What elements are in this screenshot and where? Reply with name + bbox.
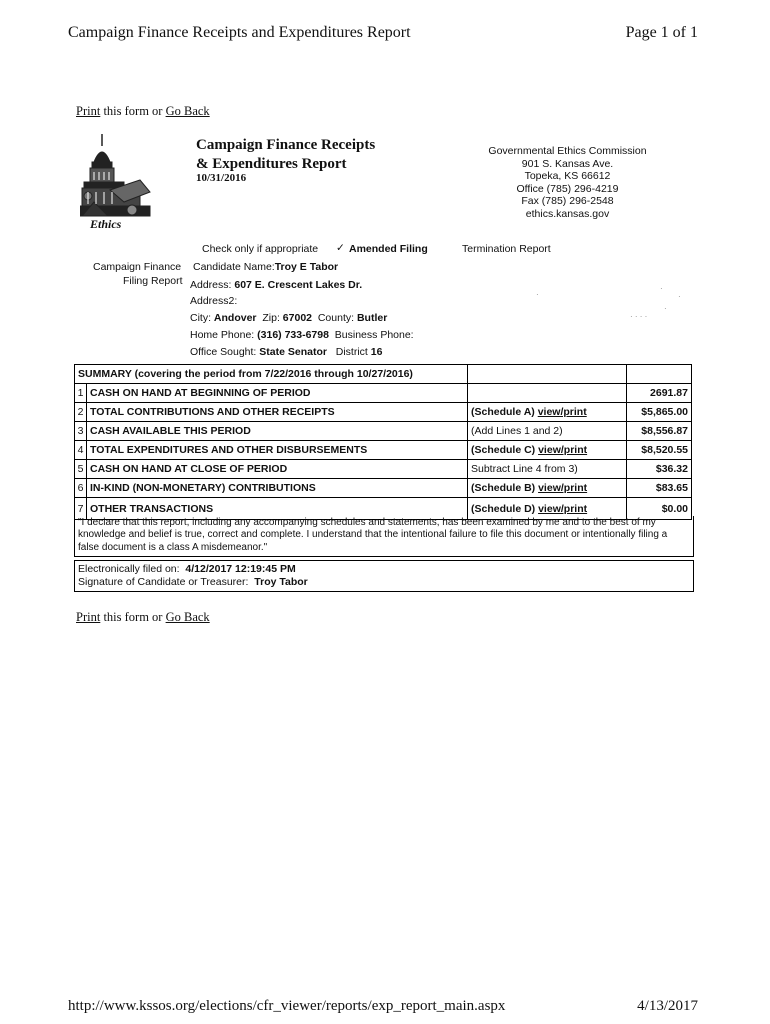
summary-heading: SUMMARY (covering the period from 7/22/2016 through 10/27/2016) <box>75 365 468 384</box>
summary-row-label: CASH AVAILABLE THIS PERIOD <box>87 422 468 441</box>
go-back-link-bottom[interactable]: Go Back <box>165 610 210 624</box>
phone-field: Home Phone: (316) 733-6798 Business Phone: <box>190 329 414 341</box>
summary-row-schedule <box>468 422 627 441</box>
ethics-logo <box>80 132 162 232</box>
schedule-text: (Schedule D) <box>471 502 539 515</box>
commission-address1: 901 S. Kansas Ave. <box>521 157 614 170</box>
declaration-text: "I declare that this report, including any accompanying schedules and statements, has been examined by me and to the best of my knowledge and belief is true, correct and complete. I understand that the intentional failure to file this document or intentionally filing a false document is a class A misdemeanor." <box>74 516 694 557</box>
side-label-campaign-finance: Campaign Finance <box>93 261 182 273</box>
bottom-nav-line <box>76 610 210 625</box>
commission-fax: Fax (785) 296-2548 <box>521 195 614 208</box>
summary-row-value: $8,520.55 <box>627 441 692 460</box>
address-field: Address: 607 E. Crescent Lakes Dr. <box>190 279 363 291</box>
summary-row <box>75 403 692 422</box>
commission-website: ethics.kansas.gov <box>525 207 610 220</box>
summary-row-number: 5 <box>75 460 87 479</box>
nav-middle-text: this form or <box>100 104 166 118</box>
summary-row-label: TOTAL EXPENDITURES AND OTHER DISBURSEMENTS <box>87 441 468 460</box>
commission-name: Governmental Ethics Commission <box>488 145 647 157</box>
print-link[interactable]: Print <box>76 104 101 118</box>
amended-filing-label: Amended Filing <box>349 243 428 255</box>
summary-row-number: 2 <box>75 403 87 422</box>
summary-row-number: 6 <box>75 479 87 498</box>
schedule-text: (Schedule A) <box>471 406 538 418</box>
schedule-text: (Schedule B) <box>471 482 539 494</box>
schedule-text: (Schedule C) <box>471 444 539 456</box>
summary-heading-blank <box>468 365 627 384</box>
summary-row-number: 7 <box>75 498 87 520</box>
schedule-text: Subtract Line 4 from 3) <box>471 463 578 475</box>
nav-middle-text-bottom: this form or <box>100 610 166 624</box>
summary-row-label: OTHER TRANSACTIONS <box>87 498 468 520</box>
report-title-line2: & Expenditures Report <box>196 156 347 172</box>
summary-rows <box>75 384 692 520</box>
summary-row <box>75 384 692 403</box>
efile-date-line: Electronically filed on: 4/12/2017 12:19:45 PM <box>78 563 296 575</box>
summary-table <box>74 364 692 520</box>
summary-row-number: 1 <box>75 384 87 403</box>
address2-field: Address2: <box>190 295 238 307</box>
city-zip-county-field: City: Andover Zip: 67002 County: Butler <box>190 312 388 324</box>
footer-date: 4/13/2017 <box>637 998 698 1014</box>
summary-row-value: $36.32 <box>627 460 692 479</box>
summary-row <box>75 422 692 441</box>
view-print-link[interactable]: view/print <box>537 406 587 418</box>
summary-row-label: CASH ON HAND AT BEGINNING OF PERIOD <box>87 384 468 403</box>
summary-row <box>75 441 692 460</box>
summary-row-schedule <box>468 460 627 479</box>
footer-url: http://www.kssos.org/elections/cfr_viewer/reports/exp_report_main.aspx <box>68 998 506 1014</box>
summary-row <box>75 460 692 479</box>
office-sought-field: Office Sought: State Senator District 16 <box>190 346 383 358</box>
report-date: 10/31/2016 <box>196 172 247 184</box>
summary-row-number: 4 <box>75 441 87 460</box>
commission-office-phone: Office (785) 296-4219 <box>516 182 619 195</box>
summary-row-value: $0.00 <box>627 498 692 520</box>
report-title-line1: Campaign Finance Receipts <box>196 137 376 153</box>
print-header-title: Campaign Finance Receipts and Expenditures Report <box>68 24 411 41</box>
commission-address2: Topeka, KS 66612 <box>524 170 611 183</box>
efile-block <box>74 560 694 592</box>
schedule-text: (Add Lines 1 and 2) <box>471 425 563 437</box>
summary-row <box>75 479 692 498</box>
print-header-page: Page 1 of 1 <box>625 24 698 41</box>
summary-row-value: 2691.87 <box>627 384 692 403</box>
summary-row-value: $83.65 <box>627 479 692 498</box>
candidate-name-field: Candidate Name:Troy E Tabor <box>193 261 339 273</box>
capitol-dome-icon <box>80 132 162 224</box>
logo-text: Ethics <box>90 217 122 231</box>
side-label-filing-report: Filing Report <box>123 275 183 287</box>
summary-row-schedule <box>468 384 627 403</box>
view-print-link[interactable]: view/print <box>538 444 588 456</box>
summary-row-number: 3 <box>75 422 87 441</box>
summary-row-label: CASH ON HAND AT CLOSE OF PERIOD <box>87 460 468 479</box>
summary-row-label: IN-KIND (NON-MONETARY) CONTRIBUTIONS <box>87 479 468 498</box>
print-link-bottom[interactable]: Print <box>76 610 101 624</box>
summary-row-schedule <box>468 441 627 460</box>
view-print-link[interactable]: view/print <box>538 482 588 494</box>
amended-checkmark-icon: ✓ <box>336 242 345 254</box>
top-nav-line <box>76 104 210 119</box>
summary-row-label: TOTAL CONTRIBUTIONS AND OTHER RECEIPTS <box>87 403 468 422</box>
summary-row-value: $8,556.87 <box>627 422 692 441</box>
commission-contact <box>460 145 675 221</box>
view-print-link[interactable]: view/print <box>538 502 588 515</box>
report-title <box>196 136 375 174</box>
summary-heading-blank-value <box>627 365 692 384</box>
summary-row-schedule <box>468 403 627 422</box>
check-label: Check only if appropriate <box>202 243 319 255</box>
summary-row-schedule <box>468 479 627 498</box>
go-back-link[interactable]: Go Back <box>165 104 210 118</box>
signature-line: Signature of Candidate or Treasurer: Troy Tabor <box>78 576 308 588</box>
summary-row-value: $5,865.00 <box>627 403 692 422</box>
termination-report-label: Termination Report <box>462 243 551 255</box>
